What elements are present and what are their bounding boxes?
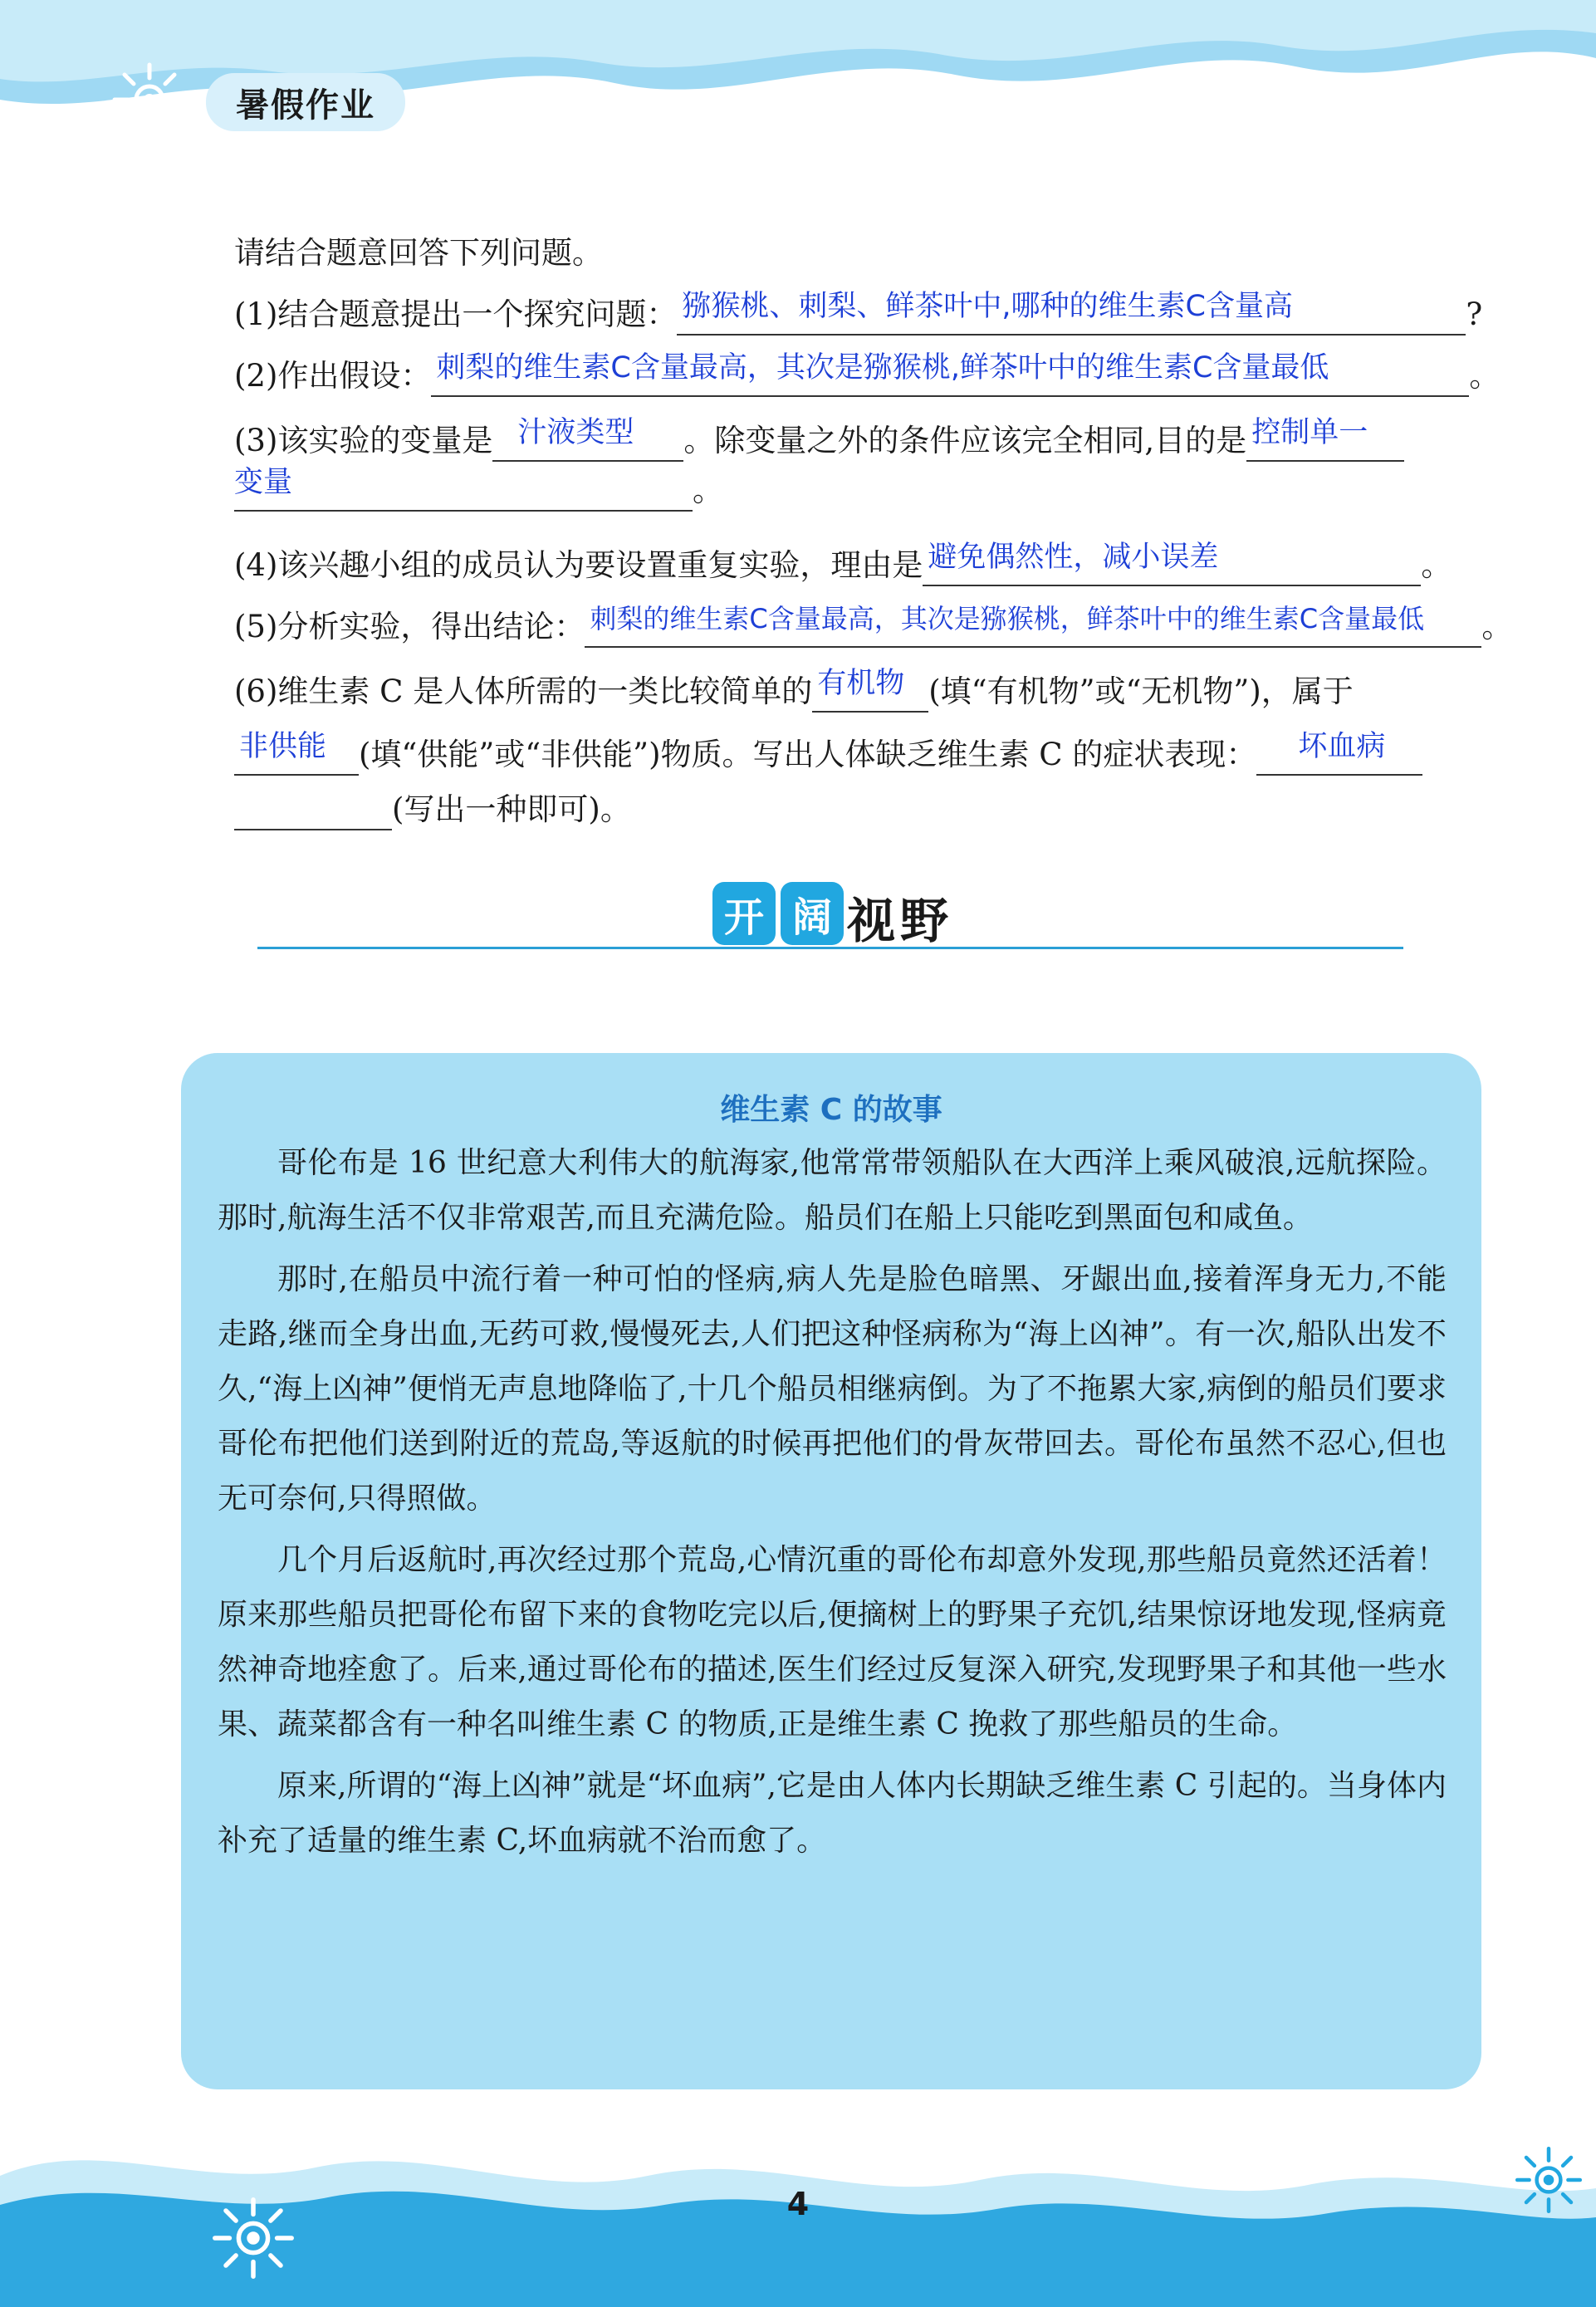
- question-3-continued: [234, 466, 723, 512]
- question-2-blank[interactable]: [431, 351, 1469, 397]
- question-6-blank-2[interactable]: [234, 730, 359, 776]
- sun-icon: [108, 58, 191, 141]
- section-heading-text: 视野: [847, 893, 954, 949]
- question-3-answer-2: 控制单一: [1251, 416, 1368, 449]
- question-3-blank-1[interactable]: [492, 416, 683, 462]
- question-3-suffix: 。: [693, 473, 723, 508]
- question-4-prefix: (4)该兴趣小组的成员认为要设置重复实验，理由是: [234, 547, 923, 583]
- question-6-prefix: (6)维生素 C 是人体所需的一类比较简单的: [234, 673, 813, 709]
- section-divider: [257, 947, 1403, 949]
- question-2-answer: 刺梨的维生素C含量最高，其次是猕猴桃,鲜茶叶中的维生素C含量最低: [436, 351, 1329, 384]
- story-body: [218, 1136, 1447, 1875]
- question-6-answer-1: 有机物: [817, 667, 905, 700]
- question-6-answer-2: 非供能: [239, 730, 327, 763]
- question-5-suffix: 。: [1481, 609, 1513, 644]
- question-1: [234, 290, 1483, 336]
- story-paragraph: 那时,在船员中流行着一种可怕的怪病,病人先是脸色暗黑、牙龈出血,接着浑身无力,不能走路,继而全身出血,无药可救,慢慢死去,人们把这种怪病称为“海上凶神”。有一次,船队出发不久,“海上凶神”便悄无声息地降临了,十几个船员相继病倒。为了不拖累大家,病倒的船员们要求哥伦布把他们送到附近的荒岛,等返航的时候再把他们的骨灰带回去。哥伦布虽然不忍心,但也无可奈何,只得照做。: [218, 1262, 1447, 1516]
- question-2: [234, 351, 1501, 397]
- section-heading: [257, 872, 1403, 963]
- question-3-middle: 。除变量之外的条件应该完全相同,目的是: [683, 423, 1247, 458]
- question-5-prefix: (5)分析实验，得出结论：: [234, 609, 585, 644]
- page-number: 4: [786, 2186, 810, 2222]
- question-3-blank-2-cont[interactable]: [234, 466, 693, 512]
- question-4: [234, 541, 1452, 586]
- question-3: [234, 416, 1404, 462]
- question-1-blank[interactable]: [677, 290, 1466, 336]
- intro-text: 请结合题意回答下列问题。: [234, 235, 603, 271]
- question-5: [234, 603, 1513, 648]
- question-6-blank-3[interactable]: [1256, 730, 1422, 776]
- section-heading-box-1: 开: [712, 882, 776, 945]
- story-panel: [181, 1053, 1481, 2089]
- question-2-suffix: 。: [1469, 358, 1501, 394]
- question-5-answer: 刺梨的维生素C含量最高，其次是猕猴桃，鲜茶叶中的维生素C含量最低: [590, 603, 1425, 634]
- question-6-part-4: (写出一种即可)。: [392, 791, 631, 827]
- question-3-prefix: (3)该实验的变量是: [234, 423, 493, 458]
- question-3-answer-1: 汁液类型: [517, 416, 634, 449]
- story-title: 维生素 C 的故事: [720, 1093, 942, 1127]
- question-1-suffix: ?: [1466, 296, 1483, 332]
- question-4-suffix: 。: [1421, 547, 1452, 583]
- question-4-answer: 避免偶然性，减小误差: [928, 541, 1219, 574]
- question-6-answer-3: 坏血病: [1298, 730, 1386, 763]
- question-5-blank[interactable]: [585, 603, 1481, 648]
- question-6-part-2: (填“有机物”或“无机物”)，属于: [928, 673, 1354, 709]
- question-6-blank-1[interactable]: [812, 667, 928, 713]
- question-6: [234, 667, 1354, 713]
- story-paragraph: 原来,所谓的“海上凶神”就是“坏血病”,它是由人体内长期缺乏维生素 C 引起的。当身体内补充了适量的维生素 C,坏血病就不治而愈了。: [218, 1769, 1447, 1858]
- question-6-line-3: [234, 789, 631, 830]
- question-6-part-3: (填“供能”或“非供能”)物质。写出人体缺乏维生素 C 的症状表现：: [359, 737, 1257, 772]
- question-3-blank-2[interactable]: [1246, 416, 1404, 462]
- question-2-prefix: (2)作出假设：: [234, 358, 432, 394]
- question-4-blank[interactable]: [923, 541, 1421, 586]
- question-6-line-2: [234, 730, 1422, 776]
- question-3-answer-2-cont: 变量: [234, 466, 293, 499]
- question-6-blank-3-cont[interactable]: [234, 791, 392, 830]
- header-label: 暑假作业: [206, 73, 405, 131]
- story-paragraph: 哥伦布是 16 世纪意大利伟大的航海家,他常常带领船队在大西洋上乘风破浪,远航探险。那时,航海生活不仅非常艰苦,而且充满危险。船员们在船上只能吃到黑面包和咸鱼。: [218, 1146, 1447, 1235]
- story-paragraph: 几个月后返航时,再次经过那个荒岛,心情沉重的哥伦布却意外发现,那些船员竟然还活着！原来那些船员把哥伦布留下来的食物吃完以后,便摘树上的野果子充饥,结果惊讶地发现,怪病竟然神奇地痊愈了。后来,通过哥伦布的描述,医生们经过反复深入研究,发现野果子和其他一些水果、蔬菜都含有一种名叫维生素 C 的物质,正是维生素 C 挽救了那些船员的生命。: [218, 1543, 1447, 1741]
- section-heading-box-2: 阔: [781, 882, 844, 945]
- question-1-prefix: (1)结合题意提出一个探究问题：: [234, 296, 678, 332]
- question-1-answer: 猕猴桃、刺梨、鲜茶叶中,哪种的维生素C含量高: [682, 290, 1293, 323]
